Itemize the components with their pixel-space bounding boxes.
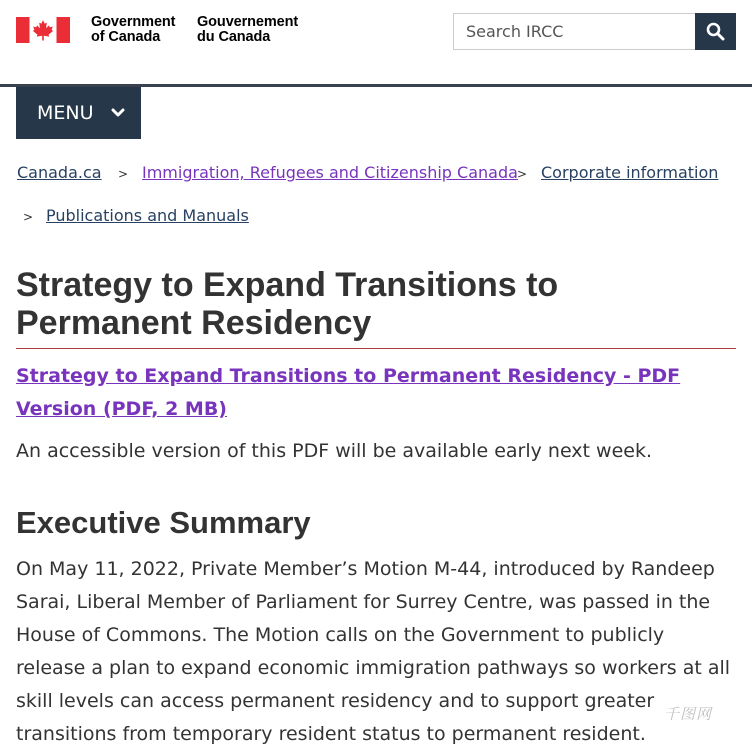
breadcrumb-corporate-information[interactable]: Corporate information <box>541 163 719 182</box>
search-bar <box>453 13 736 50</box>
pdf-download-link[interactable]: Strategy to Expand Transitions to Permanent Residency - PDF Version (PDF, 2 MB) <box>16 365 681 420</box>
search-icon <box>706 22 725 41</box>
wordmark-fr-line1: Gouvernement <box>197 14 299 30</box>
chevron-down-icon <box>111 106 125 120</box>
canada-flag-icon[interactable] <box>16 17 70 43</box>
wordmark-fr-line2: du Canada <box>197 29 271 45</box>
breadcrumb-ircc[interactable]: Immigration, Refugees and Citizenship Canada <box>142 163 518 182</box>
wordmark-french[interactable] <box>197 15 298 45</box>
page-title: Strategy to Expand Transitions to Permanent Residency <box>16 266 559 342</box>
search-button[interactable] <box>695 13 736 50</box>
executive-summary-paragraph: On May 11, 2022, Private Member’s Motion M-44, introduced by Randeep Sarai, Liberal Member of Parliament for Surrey Centre, was passed in the House of Commons. The Motion calls on the Government to publicly release a plan to expand economic immigration pathways so workers at all skill levels can access permanent residency and to support greater transitions from temporary resident status to permanent resident. <box>16 558 731 745</box>
breadcrumb-separator: > <box>517 167 528 181</box>
watermark: 千图网 <box>664 705 713 723</box>
breadcrumb-separator: > <box>23 210 34 224</box>
wordmark-en-line1: Government <box>91 14 176 30</box>
breadcrumb-separator: > <box>118 167 129 181</box>
wordmark-english[interactable] <box>91 15 175 45</box>
breadcrumb-canada-ca[interactable]: Canada.ca <box>17 163 102 182</box>
title-underline <box>16 348 736 349</box>
wordmark-en-line2: of Canada <box>91 29 161 45</box>
breadcrumb-publications-manuals[interactable]: Publications and Manuals <box>46 206 249 225</box>
executive-summary-heading: Executive Summary <box>16 505 311 540</box>
site-header <box>0 0 752 84</box>
breadcrumb <box>0 150 752 240</box>
menu-label: MENU <box>37 102 94 124</box>
accessibility-notice: An accessible version of this PDF will be available early next week. <box>16 440 652 462</box>
menu-button[interactable] <box>16 87 141 139</box>
search-input[interactable] <box>453 13 695 50</box>
